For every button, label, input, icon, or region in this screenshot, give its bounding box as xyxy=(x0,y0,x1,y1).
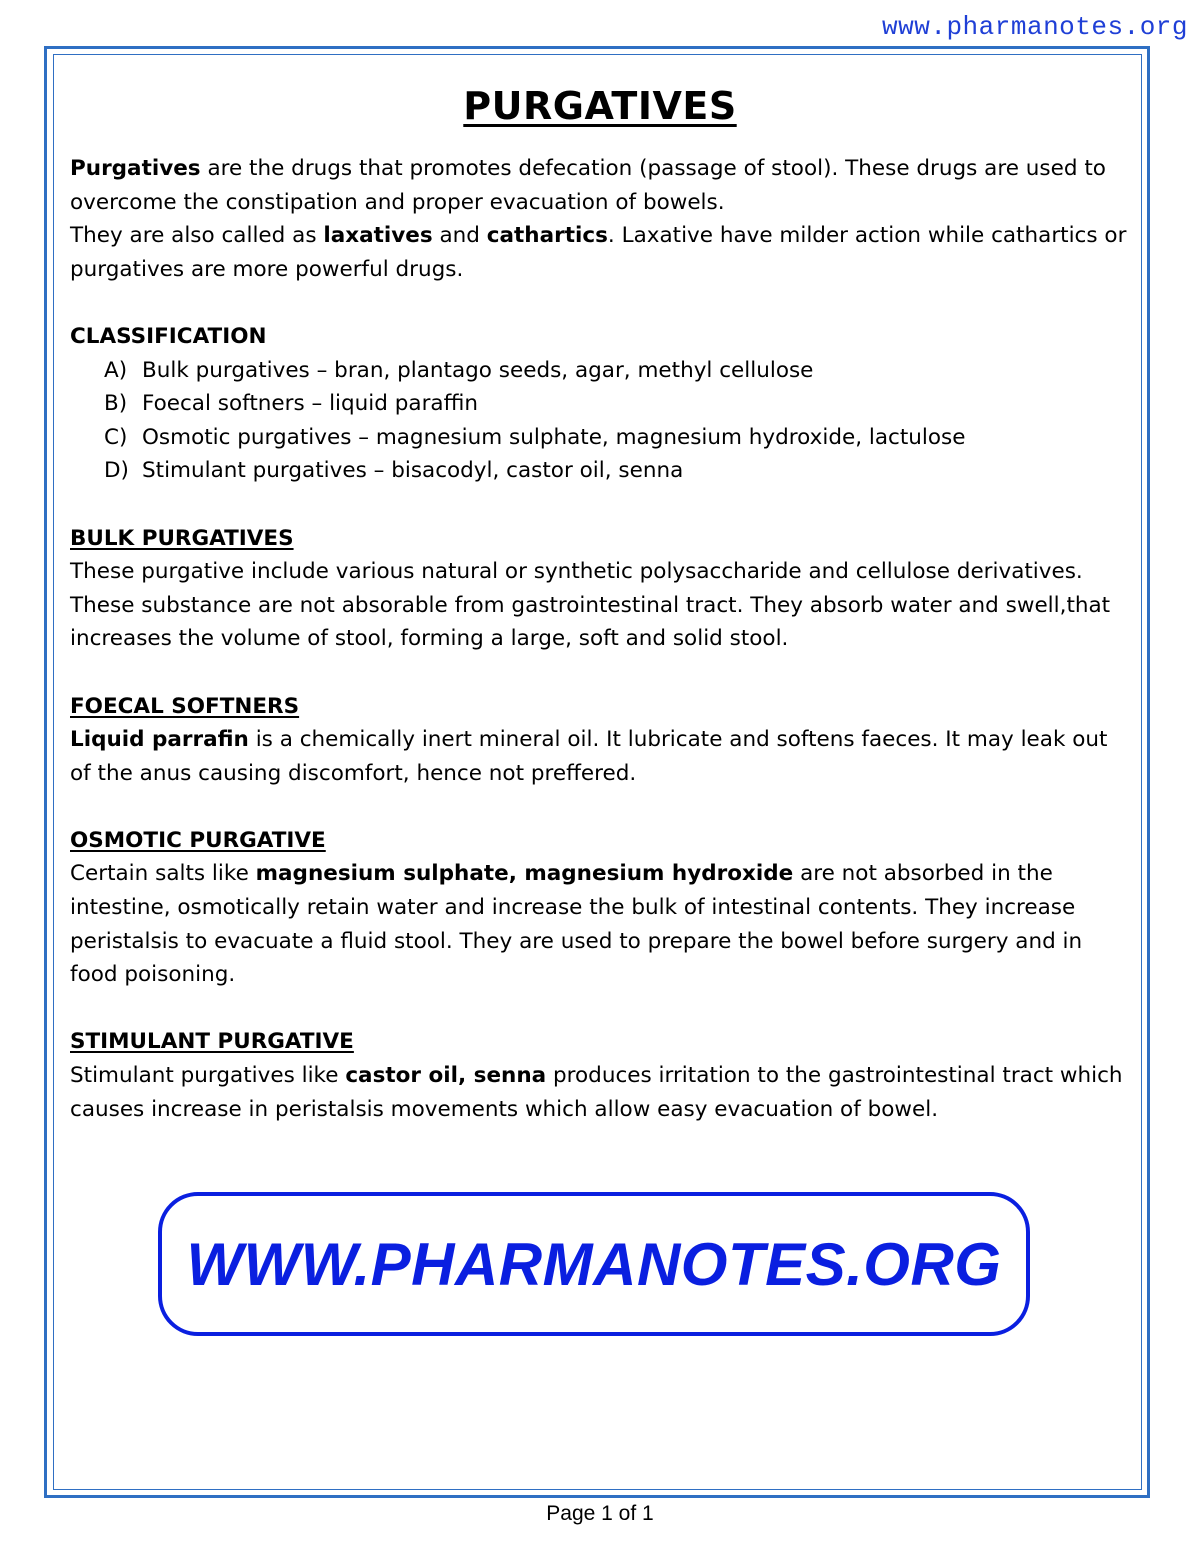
spacer xyxy=(70,488,1130,522)
intro-paragraph-2 xyxy=(70,219,1130,286)
list-item xyxy=(104,387,1130,421)
stimulant-text-a: Stimulant purgatives like xyxy=(70,1063,346,1089)
spacer xyxy=(70,790,1130,824)
intro-text-1: are the drugs that promotes defecation (passage of stool). These drugs are used to overcome the constipation and proper evacuation of bowels. xyxy=(70,156,1106,215)
header-url[interactable]: www.pharmanotes.org xyxy=(882,12,1188,42)
osmotic-term: magnesium sulphate, magnesium hydroxide xyxy=(255,861,794,887)
page-title: PURGATIVES xyxy=(463,84,737,128)
list-item-text: Bulk purgatives – bran, plantago seeds, agar, methyl cellulose xyxy=(142,357,814,383)
list-item-letter: D) xyxy=(104,458,129,484)
intro-term-cathartics: cathartics xyxy=(486,223,608,249)
stimulant-purgative-heading: STIMULANT PURGATIVE xyxy=(70,1029,354,1055)
stimulant-text-b: produces irritation to the gastrointestinal tract which causes increase in peristalsis movements which allow easy evacuation of bowel. xyxy=(70,1063,1123,1122)
foecal-term: Liquid parrafin xyxy=(70,727,249,753)
bulk-purgatives-text: These purgative include various natural or synthetic polysaccharide and cellulose derivatives. These substance are not absorable from gastrointestinal tract. They absorb water and swell,that increases the volume of stool, forming a large, soft and solid stool. xyxy=(70,559,1111,652)
page-number: Page 1 of 1 xyxy=(546,1502,654,1525)
list-item-text: Stimulant purgatives – bisacodyl, castor oil, senna xyxy=(142,458,684,484)
document-body xyxy=(70,78,1130,1126)
osmotic-purgative-paragraph xyxy=(70,857,1130,991)
list-item xyxy=(104,354,1130,388)
bulk-purgatives-heading: BULK PURGATIVES xyxy=(70,525,294,551)
osmotic-text-a: Certain salts like xyxy=(70,861,256,887)
osmotic-text-b: are not absorbed in the intestine, osmotically retain water and increase the bulk of intestinal contents. They increase peristalsis to evacuate a fluid stool. They are used to prepare the bowel before surgery and in food poisoning. xyxy=(70,861,1083,988)
list-item-text: Osmotic purgatives – magnesium sulphate, magnesium hydroxide, lactulose xyxy=(142,424,966,450)
intro-term-purgatives: Purgatives xyxy=(70,156,201,181)
list-item-letter: C) xyxy=(104,424,128,450)
list-item xyxy=(104,421,1130,455)
foecal-softners-heading: FOECAL SOFTNERS xyxy=(70,693,300,719)
site-logo-box xyxy=(158,1192,1030,1336)
spacer xyxy=(70,286,1130,320)
stimulant-purgative-paragraph xyxy=(70,1059,1130,1126)
intro-paragraph-1 xyxy=(70,152,1130,219)
list-item-text: Foecal softners – liquid paraffin xyxy=(142,391,479,417)
foecal-softners-text: is a chemically inert mineral oil. It lubricate and softens faeces. It may leak out of the anus causing discomfort, hence not preffered. xyxy=(70,727,1108,786)
site-logo-text: WWW.PHARMANOTES.ORG xyxy=(186,1230,1002,1298)
classification-heading: CLASSIFICATION xyxy=(70,323,267,349)
spacer xyxy=(70,656,1130,690)
foecal-softners-paragraph xyxy=(70,723,1130,790)
list-item-letter: A) xyxy=(104,357,128,383)
intro-term-laxatives: laxatives xyxy=(323,223,433,249)
classification-list xyxy=(70,354,1130,488)
intro-text-2c: . Laxative have milder action while cathartics or purgatives are more powerful drugs. xyxy=(70,223,1127,282)
intro-text-2b: and xyxy=(432,223,487,249)
intro-text-2a: They are also called as xyxy=(70,223,324,249)
stimulant-term: castor oil, senna xyxy=(345,1063,547,1089)
spacer xyxy=(70,992,1130,1026)
list-item xyxy=(104,454,1130,488)
osmotic-purgative-heading: OSMOTIC PURGATIVE xyxy=(70,827,326,853)
list-item-letter: B) xyxy=(104,391,128,417)
